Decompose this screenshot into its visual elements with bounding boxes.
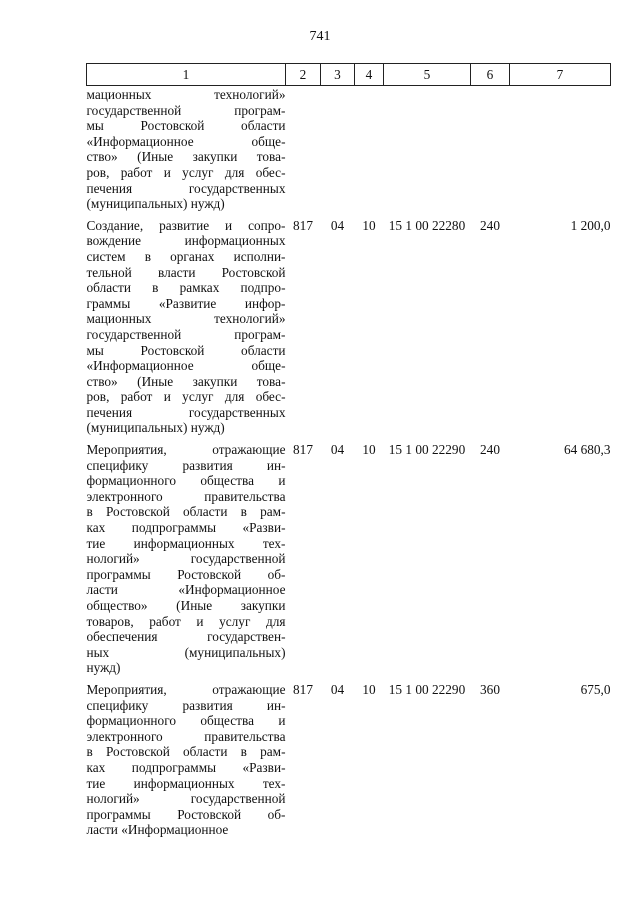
table-row [87,436,611,676]
description-line: ство» (Иные закупки това- [86,149,286,165]
description-line: тельной власти Ростовской [86,264,286,280]
description-line: печения государственных [86,180,286,196]
amount: 1 200,0 [570,217,611,233]
column-header: 3 [321,64,355,86]
description-line: вождение информационных [86,233,286,249]
subsection-code: 10 [362,217,376,233]
column-header: 1 [87,64,286,86]
description-line: специфику развития ин- [86,457,286,473]
description-line: обеспечения государствен- [86,629,286,645]
description-line: электронного правительства [86,728,286,744]
target-article-code: 15 1 00 22290 [388,442,466,458]
section-code: 04 [330,442,345,458]
description-line: ласти «Информационное [86,582,286,598]
description-line: печения государственных [86,404,286,420]
description-line: (муниципальных) нужд) [86,420,225,436]
budget-table [86,63,611,838]
column-header: 6 [471,64,510,86]
row-description [87,212,286,436]
description-line: нологий» государственной [86,791,286,807]
description-line: формационного общества и [86,713,286,729]
section-code: 04 [330,681,345,697]
column-header: 5 [384,64,471,86]
description-line: Мероприятия, отражающие [86,442,286,458]
expense-type-code [471,86,510,212]
description-line: мационных технологий» [86,87,286,102]
row-description [87,86,286,212]
subsection-code: 10 [362,681,376,697]
description-line: нужд) [86,660,121,676]
subsection-code: 10 [362,442,376,458]
description-line: ство» (Иные закупки това- [86,373,286,389]
page-number: 741 [309,29,331,44]
ministry-code: 817 [293,217,313,233]
description-line: государственной програм- [86,102,286,118]
description-line: мационных технологий» [86,311,286,327]
description-line: специфику развития ин- [86,697,286,713]
section-code: 04 [330,217,345,233]
subsection-code [355,86,384,212]
description-line: «Информационное обще- [86,133,286,149]
column-header: 4 [355,64,384,86]
target-article-code: 15 1 00 22290 [388,681,466,697]
description-line: мы Ростовской области [86,118,286,134]
ministry-code [286,86,321,212]
description-line: граммы «Развитие инфор- [86,295,286,311]
description-line: программы Ростовской об- [86,806,286,822]
description-line: нологий» государственной [86,551,286,567]
column-header: 7 [510,64,611,86]
amount: 64 680,3 [563,442,611,458]
table-row [87,676,611,838]
description-line: формационного общества и [86,473,286,489]
ministry-code: 817 [293,442,313,458]
description-line: ках подпрограммы «Разви- [86,759,286,775]
amount [510,86,611,212]
description-line: ров, работ и услуг для обес- [86,164,286,180]
column-header: 2 [286,64,321,86]
table-row [87,212,611,436]
description-line: мы Ростовской области [86,342,286,358]
description-line: государственной програм- [86,326,286,342]
description-line: Мероприятия, отражающие [86,681,286,697]
expense-type-code: 240 [480,442,500,458]
description-line: систем в органах исполни- [86,248,286,264]
description-line: электронного правительства [86,488,286,504]
row-description [87,436,286,676]
ministry-code: 817 [293,681,313,697]
description-line: области в рамках подпро- [86,280,286,296]
row-description [87,676,286,838]
target-article-code: 15 1 00 22280 [388,217,466,233]
description-line: ках подпрограммы «Разви- [86,520,286,536]
description-line: в Ростовской области в рам- [86,504,286,520]
amount: 675,0 [580,681,611,697]
description-line: тие информационных тех- [86,775,286,791]
description-line: программы Ростовской об- [86,566,286,582]
description-line: (муниципальных) нужд) [86,196,225,212]
expense-type-code: 360 [480,681,500,697]
description-line: в Ростовской области в рам- [86,744,286,760]
target-article-code [384,86,471,212]
description-line: ласти «Информационное [86,822,229,838]
description-line: ров, работ и услуг для обес- [86,389,286,405]
expense-type-code: 240 [480,217,500,233]
description-line: товаров, работ и услуг для [86,613,286,629]
description-line: ных (муниципальных) [86,644,286,660]
section-code [321,86,355,212]
description-line: «Информационное обще- [86,358,286,374]
description-line: общество» (Иные закупки [86,598,286,613]
table-row [87,86,611,212]
description-line: тие информационных тех- [86,535,286,551]
description-line: Создание, развитие и сопро- [86,217,286,233]
table-header-row [87,64,611,86]
